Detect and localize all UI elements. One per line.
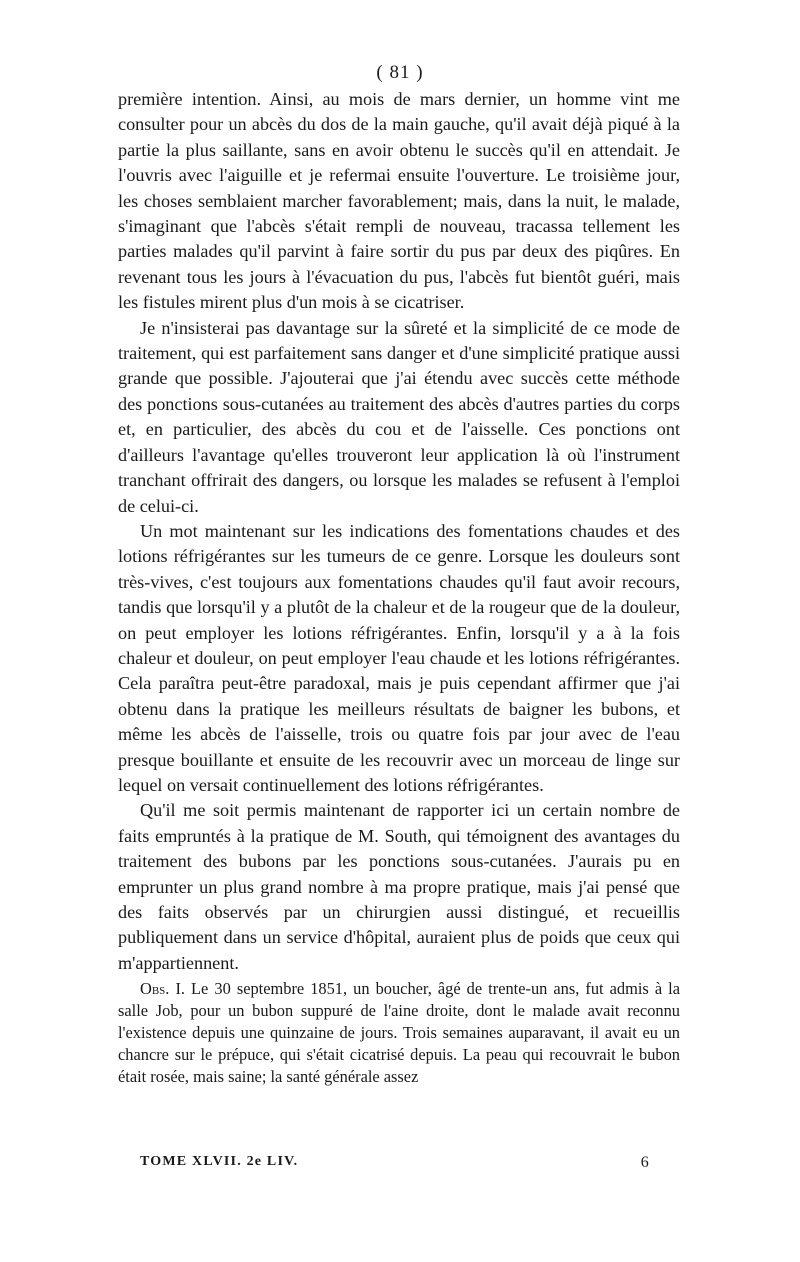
observation-label: Obs. bbox=[140, 979, 170, 999]
volume-line: TOME XLVII. 2e LIV. bbox=[140, 1154, 299, 1169]
page-number: ( 81 ) bbox=[376, 62, 424, 83]
page-footer bbox=[140, 1154, 650, 1170]
body-text bbox=[118, 87, 680, 1088]
observation-paragraph bbox=[118, 978, 680, 1088]
signature-mark: 6 bbox=[640, 1154, 650, 1171]
observation-text: I. Le 30 septembre 1851, un boucher, âgé de trente-un ans, fut admis à la salle Job, pour un bubon suppuré de l'aine droite, dont le malade avait reconnu l'existence depuis une quinzaine de jours. Trois semaines auparavant, il avait eu un chancre sur le prépuce, qui s'était cicatrisé depuis. La peau qui recouvrait le bubon était rosée, mais saine; la santé générale assez bbox=[118, 979, 680, 1087]
paragraph-2: Je n'insisterai pas davantage sur la sûreté et la simplicité de ce mode de traitement, qui est parfaitement sans danger et d'une simplicité pratique aussi grande que possible. J'ajouterai que j'ai étendu avec succès cette méthode des ponctions sous-cutanées au traitement des abcès d'autres parties du corps et, en particulier, des abcès du cou et de l'aisselle. Ces ponctions ont d'ailleurs l'avantage qu'elles trouveront leur application là où l'instrument tranchant offrirait des dangers, ou lorsque les malades se refusent à l'emploi de celui-ci. bbox=[118, 317, 680, 516]
paragraph-3: Un mot maintenant sur les indications des fomentations chaudes et des lotions réfrigérantes sur les tumeurs de ce genre. Lorsque les douleurs sont très-vives, c'est toujours aux fomentations chaudes qu'il faut avoir recours, tandis que lorsqu'il y a plutôt de la chaleur et de la rougeur que de la douleur, on peut employer les lotions réfrigérantes. Enfin, lorsqu'il y a à la fois chaleur et douleur, on peut employer l'eau chaude et les lotions réfrigérantes. Cela paraîtra peut-être paradoxal, mais je puis cependant affirmer que j'ai obtenu dans la pratique les meilleurs résultats de baigner les bubons, et même les abcès de l'aisselle, trois ou quatre fois par jour avec de l'eau presque bouillante et ensuite de les recouvrir avec un morceau de linge sur lequel on versait continuellement des lotions réfrigérantes. bbox=[118, 520, 680, 795]
paragraph-1: première intention. Ainsi, au mois de mars dernier, un homme vint me consulter pour un abcès du dos de la main gauche, qu'il avait déjà piqué à la partie la plus saillante, sans en avoir obtenu le succès qu'il en attendait. Je l'ouvris avec l'aiguille et je refermai ensuite l'ouverture. Le troisième jour, les choses semblaient marcher favorablement; mais, dans la nuit, le malade, s'imaginant que l'abcès s'était rempli de nouveau, tracassa tellement les parties malades qu'il parvint à faire sortir du pus par deux des piqûres. En revenant tous les jours à l'évacuation du pus, l'abcès fut bientôt guéri, mais les fistules mirent plus d'un mois à se cicatriser. bbox=[118, 89, 680, 313]
paragraph-4: Qu'il me soit permis maintenant de rapporter ici un certain nombre de faits empruntés à la pratique de M. South, qui témoignent des avantages du traitement des bubons par les ponctions sous-cutanées. J'aurais pu en emprunter un plus grand nombre à ma propre pratique, mais j'ai pensé que des faits observés par un chirurgien aussi distingué, et recueillis publiquement dans un service d'hôpital, auraient plus de poids que ceux qui m'appartiennent. bbox=[118, 800, 680, 973]
